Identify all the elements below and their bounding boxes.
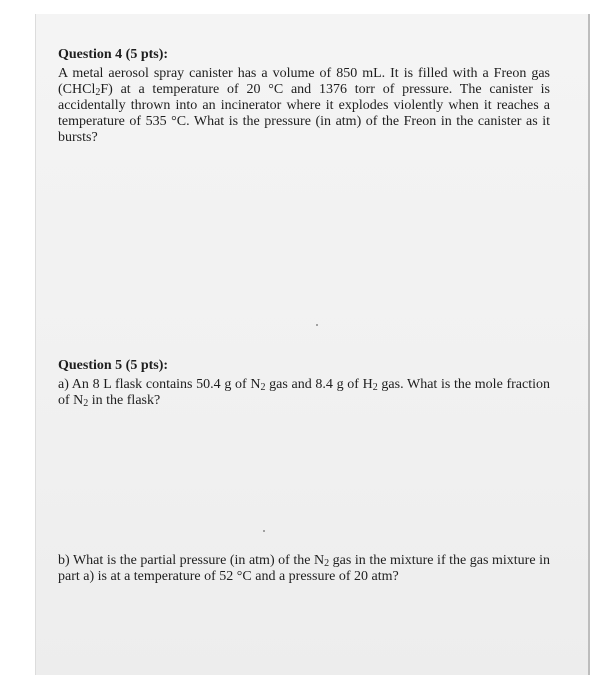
paper-speck [263, 530, 265, 532]
question-5a-text [58, 377, 550, 409]
question-5b [58, 553, 550, 585]
question-4-text [58, 66, 550, 146]
question-5b-part-1: b) What is the partial pressure (in atm) of the N [58, 553, 325, 568]
question-5b-text [58, 553, 550, 585]
question-5 [58, 358, 550, 409]
question-4-text-part-1: A metal aerosol spray canister has a volume of 850 mL. It is filled with a Freon gas (CHCl [58, 66, 550, 97]
question-4 [58, 47, 550, 146]
question-4-heading: Question 4 (5 pts): [58, 47, 169, 62]
n2-subscript-2: 2 [83, 398, 89, 409]
question-5a-part-3: gas. What is the mole fraction of N [58, 377, 550, 408]
formula-subscript: 2 [95, 87, 101, 98]
paper-speck [316, 324, 318, 326]
n2-subscript: 2 [260, 382, 266, 393]
h2-subscript: 2 [372, 382, 378, 393]
question-5b-part-2: gas in the mixture if the gas mixture in part a) is at a temperature of 52 °C and a pressure of 20 atm? [58, 553, 550, 584]
question-5a-part-1: a) An 8 L flask contains 50.4 g of N [58, 377, 261, 392]
n2-subscript-3: 2 [324, 558, 330, 569]
question-4-text-part-2: F) at a temperature of 20 °C and 1376 torr of pressure. The canister is accidentally thrown into an incinerator where it explodes violently when it reaches a temperature of 535 °C. What is the pressure (in atm) of the Freon in the canister as it bursts? [58, 82, 550, 145]
question-5a-part-2: gas and 8.4 g of H [265, 377, 373, 392]
question-5-heading: Question 5 (5 pts): [58, 358, 169, 373]
question-5a-part-4: in the flask? [88, 393, 161, 408]
paper-edge-shadow [588, 14, 590, 675]
